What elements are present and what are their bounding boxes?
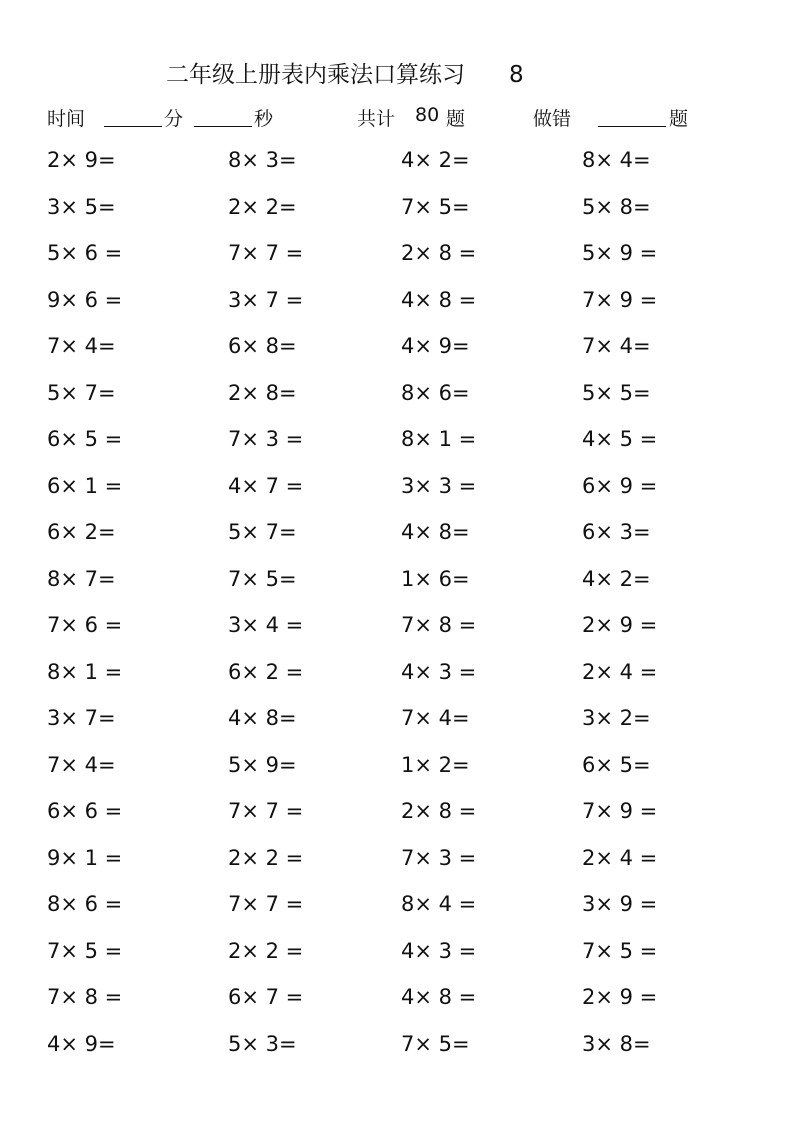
problem: 4× 9= — [47, 1031, 116, 1056]
problem: 4× 9= — [401, 334, 470, 358]
problem: 2× 2 = — [228, 845, 304, 870]
problem: 1× 2= — [401, 752, 470, 777]
problem: 2× 8= — [228, 380, 297, 405]
problem: 5× 8= — [582, 194, 651, 219]
worksheet-title — [166, 56, 524, 89]
problem: 8× 1 = — [47, 659, 123, 684]
problem: 4× 3 = — [401, 659, 477, 684]
problem-row — [47, 985, 767, 1032]
problem: 8× 6= — [401, 380, 470, 405]
info-row — [47, 104, 747, 134]
problem: 3× 3 = — [401, 473, 477, 498]
problem: 3× 5= — [47, 194, 116, 219]
problem: 4× 3 = — [401, 938, 477, 963]
problem: 6× 8= — [228, 334, 297, 358]
second-label: 秒 — [254, 108, 274, 130]
time-label: 时间 — [47, 108, 86, 130]
problem: 6× 6 = — [47, 799, 123, 823]
problem: 7× 3 = — [228, 427, 304, 451]
problem: 7× 7 = — [228, 241, 304, 265]
problem-row — [47, 334, 767, 381]
problem: 9× 1 = — [47, 845, 123, 870]
problem: 8× 7= — [47, 566, 116, 591]
problem: 4× 8 = — [401, 985, 477, 1009]
problem-row — [47, 474, 767, 521]
wrong-label: 做错 — [533, 108, 572, 130]
problem: 3× 7= — [47, 706, 116, 730]
problem: 7× 4= — [401, 706, 470, 730]
problem: 6× 7 = — [228, 985, 304, 1009]
problem: 8× 4 = — [401, 892, 477, 916]
problem: 6× 1 = — [47, 473, 123, 498]
problem-row — [47, 381, 767, 428]
problem: 4× 2= — [582, 566, 651, 591]
problem-row — [47, 660, 767, 707]
problem: 1× 6= — [401, 566, 470, 591]
problem-row — [47, 892, 767, 939]
problem: 7× 8 = — [47, 985, 123, 1009]
problem: 7× 3 = — [401, 845, 477, 870]
problem: 8× 1 = — [401, 427, 477, 451]
minute-label: 分 — [164, 108, 184, 130]
problem: 5× 9 = — [582, 241, 658, 265]
problem: 4× 8= — [228, 706, 297, 730]
problem: 5× 7= — [47, 380, 116, 405]
problem: 4× 2= — [401, 148, 470, 172]
worksheet-number: 8 — [509, 62, 524, 88]
problem-row — [47, 706, 767, 753]
problem-row — [47, 613, 767, 660]
problem: 7× 5 = — [582, 938, 658, 963]
problem: 6× 5 = — [47, 427, 123, 451]
problem: 3× 4 = — [228, 613, 304, 637]
problem: 2× 8 = — [401, 799, 477, 823]
problem: 7× 5= — [401, 1031, 470, 1056]
problem: 7× 5 = — [47, 938, 123, 963]
problem: 2× 2 = — [228, 938, 304, 963]
problem: 5× 7= — [228, 520, 297, 544]
problem: 7× 9 = — [582, 799, 658, 823]
problem-row — [47, 939, 767, 986]
problem-row — [47, 799, 767, 846]
problem: 3× 8= — [582, 1031, 651, 1056]
problem: 5× 6 = — [47, 241, 123, 265]
problem: 3× 9 = — [582, 892, 658, 916]
problem: 2× 4 = — [582, 845, 658, 870]
problem: 7× 6 = — [47, 613, 123, 637]
problem-row — [47, 846, 767, 893]
total-label: 共计 — [357, 108, 396, 130]
problem-grid — [47, 148, 767, 1078]
problem: 6× 2 = — [228, 659, 304, 684]
problem-row — [47, 753, 767, 800]
problem: 8× 6 = — [47, 892, 123, 916]
problem: 2× 2= — [228, 194, 297, 219]
problem: 7× 4= — [582, 334, 651, 358]
problem: 7× 5= — [401, 194, 470, 219]
total-count: 80 — [415, 104, 440, 126]
problem: 2× 9 = — [582, 985, 658, 1009]
problem: 7× 7 = — [228, 799, 304, 823]
problem: 6× 2= — [47, 520, 116, 544]
problem: 7× 8 = — [401, 613, 477, 637]
problem: 4× 5 = — [582, 427, 658, 451]
problem: 7× 5= — [228, 566, 297, 591]
problem-row — [47, 520, 767, 567]
problem: 5× 9= — [228, 752, 297, 777]
wrong-blank — [598, 104, 666, 132]
problem: 6× 3= — [582, 520, 651, 544]
wrong-unit: 题 — [669, 108, 689, 130]
problem-row — [47, 288, 767, 335]
problem: 7× 9 = — [582, 287, 658, 312]
problem: 4× 8 = — [401, 287, 477, 312]
problem: 5× 5= — [582, 380, 651, 405]
problem: 5× 3= — [228, 1031, 297, 1056]
problem-row — [47, 195, 767, 242]
problem: 4× 7 = — [228, 473, 304, 498]
title-text: 二年级上册表内乘法口算练习 — [166, 62, 465, 88]
problem-row — [47, 427, 767, 474]
problem: 7× 7 = — [228, 892, 304, 916]
problem: 2× 9= — [47, 148, 116, 172]
problem: 3× 7 = — [228, 287, 304, 312]
problem: 8× 4= — [582, 148, 651, 172]
problem: 3× 2= — [582, 706, 651, 730]
problem: 8× 3= — [228, 148, 297, 172]
problem: 2× 4 = — [582, 659, 658, 684]
problem-row — [47, 148, 767, 195]
problem: 7× 4= — [47, 334, 116, 358]
problem-row — [47, 1032, 767, 1079]
problem: 7× 4= — [47, 752, 116, 777]
problem: 6× 5= — [582, 752, 651, 777]
total-unit: 题 — [446, 108, 466, 130]
problem: 9× 6 = — [47, 287, 123, 312]
problem-row — [47, 241, 767, 288]
minutes-blank — [104, 104, 162, 132]
problem: 2× 9 = — [582, 613, 658, 637]
problem: 4× 8= — [401, 520, 470, 544]
problem: 6× 9 = — [582, 473, 658, 498]
seconds-blank — [194, 104, 252, 132]
problem-row — [47, 567, 767, 614]
problem: 2× 8 = — [401, 241, 477, 265]
